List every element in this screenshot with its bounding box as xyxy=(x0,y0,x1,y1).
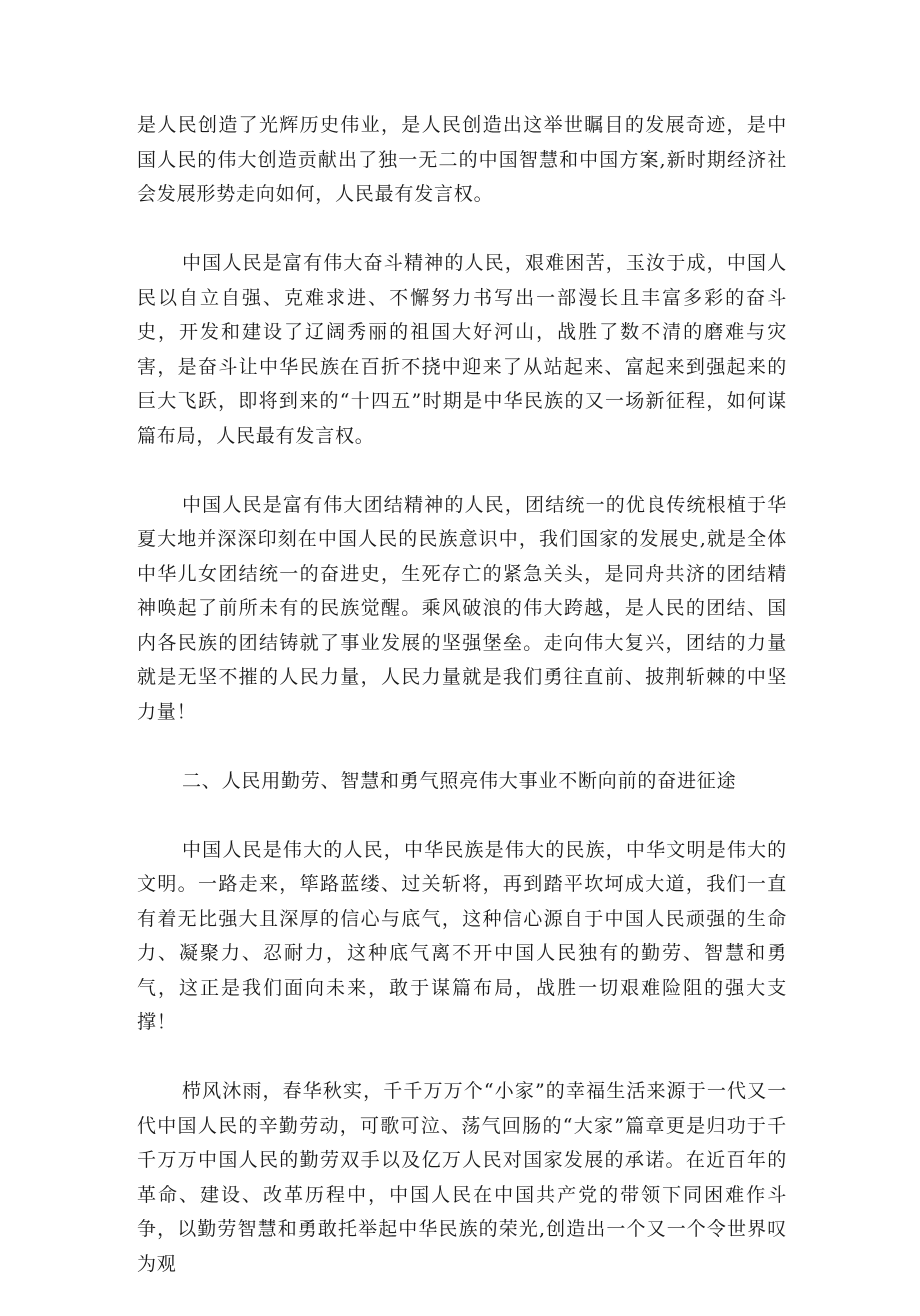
paragraph-continuation: 是人民创造了光辉历史伟业，是人民创造出这举世瞩目的发展奇迹，是中国人民的伟大创造贡献出了独一无二的中国智慧和中国方案,新时期经济社会发展形势走向如何，人民最有发言权。 xyxy=(137,114,787,205)
paragraph-unity-spirit: 中国人民是富有伟大团结精神的人民，团结统一的优良传统根植于华夏大地并深深印刻在中国人民的民族意识中，我们国家的发展史,就是全体中华儿女团结统一的奋进史，生死存亡的紧急关头，是同舟共济的团结精神唤起了前所未有的民族觉醒。乘风破浪的伟大跨越，是人民的团结、国内各民族的团结铸就了事业发展的坚强堡垒。走向伟大复兴，团结的力量就是无坚不摧的人民力量，人民力量就是我们勇往直前、披荆斩棘的中坚力量！ xyxy=(137,493,787,723)
paragraph-great-people: 中国人民是伟大的人民，中华民族是伟大的民族，中华文明是伟大的文明。一路走来，筚路蓝缕、过关斩将，再到踏平坎坷成大道，我们一直有着无比强大且深厚的信心与底气，这种信心源自于中国人民顽强的生命力、凝聚力、忍耐力，这种底气离不开中国人民独有的勤劳、智慧和勇气，这正是我们面向未来，敢于谋篇布局，战胜一切艰难险阻的强大支撑！ xyxy=(137,838,787,1033)
section-heading: 二、人民用勤劳、智慧和勇气照亮伟大事业不断向前的奋进征途 xyxy=(182,769,737,792)
document-body xyxy=(137,108,787,1316)
paragraph-struggle-spirit: 中国人民是富有伟大奋斗精神的人民，艰难困苦，玉汝于成，中国人民以自立自强、克难求进、不懈努力书写出一部漫长且丰富多彩的奋斗史，开发和建设了辽阔秀丽的祖国大好河山，战胜了数不清的磨难与灾害，是奋斗让中华民族在百折不挠中迎来了从站起来、富起来到强起来的巨大飞跃，即将到来的“十四五”时期是中华民族的又一场新征程，如何谋篇布局，人民最有发言权。 xyxy=(137,252,787,447)
paragraph-hard-work: 栉风沐雨，春华秋实，千千万万个“小家”的幸福生活来源于一代又一代中国人民的辛勤劳动，可歌可泣、荡气回肠的“大家”篇章更是归功于千千万万中国人民的勤劳双手以及亿万人民对国家发展的承诺。在近百年的革命、建设、改革历程中，中国人民在中国共产党的带领下同困难作斗争，以勤劳智慧和勇敢托举起中华民族的荣光,创造出一个又一个令世界叹为观 xyxy=(137,1080,787,1275)
